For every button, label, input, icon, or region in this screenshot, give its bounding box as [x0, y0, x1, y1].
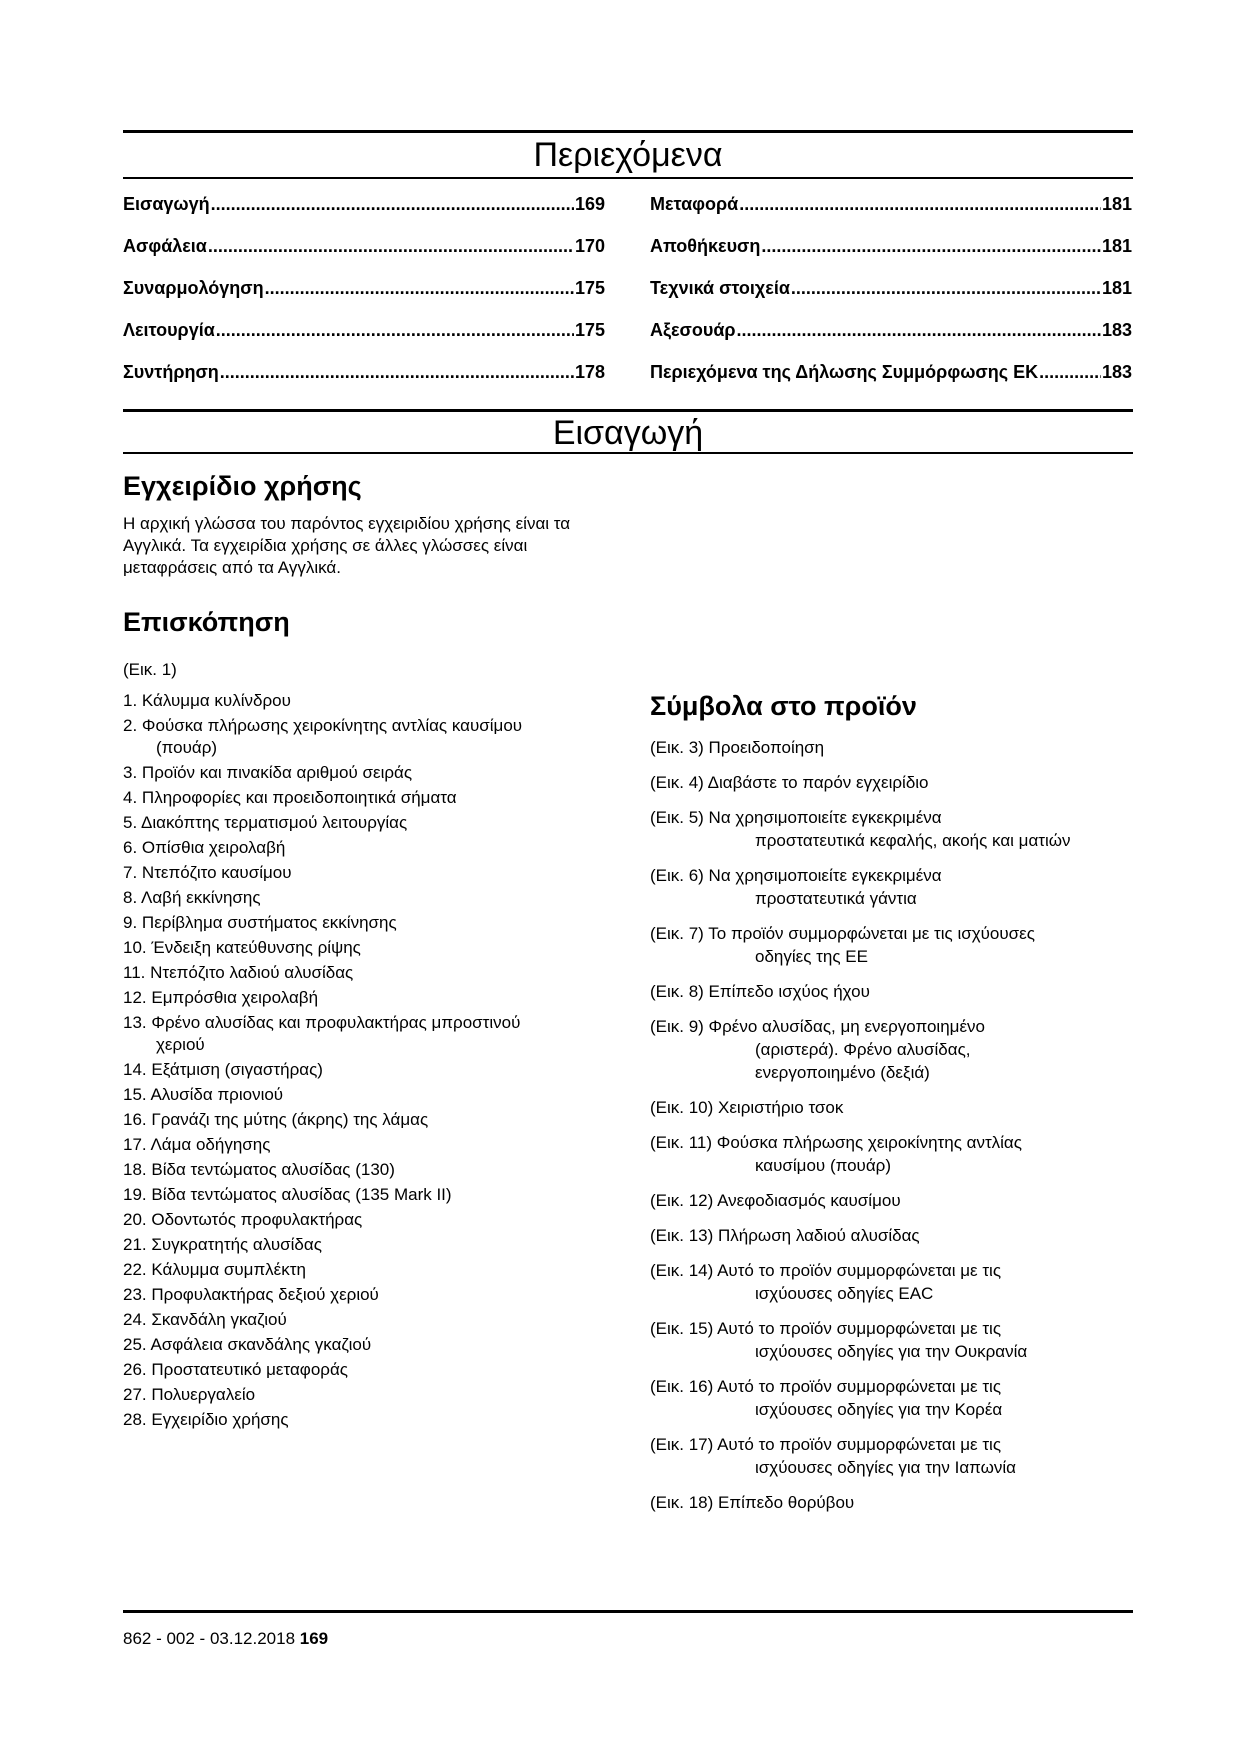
overview-item: [123, 1334, 613, 1356]
symbol-item-continuation: καυσίμου (πουάρ): [755, 1156, 892, 1175]
toc-leader-dots: [216, 319, 574, 341]
symbol-item: [650, 1224, 1133, 1247]
toc-entry-label: Περιεχόμενα της Δήλωσης Συμμόρφωσης ΕΚ: [650, 362, 1039, 382]
overview-item-number: 11.: [123, 963, 146, 982]
toc-entry-page: 183: [1101, 362, 1132, 382]
overview-item: [123, 887, 613, 909]
symbol-item-continuation: (αριστερά). Φρένο αλυσίδας,: [755, 1040, 971, 1059]
overview-item-text: Βίδα τεντώματος αλυσίδας (135 Mark II): [151, 1185, 452, 1204]
toc-right-column: [650, 193, 1132, 403]
symbol-item-text: (Εικ. 9) Φρένο αλυσίδας, μη ενεργοποιημένο: [650, 1017, 985, 1036]
overview-item: [123, 787, 613, 809]
overview-item: [123, 862, 613, 884]
footer-rule: [123, 1610, 1133, 1613]
symbol-item: [650, 922, 1133, 968]
symbol-item: [650, 1189, 1133, 1212]
symbol-item: [650, 736, 1133, 759]
overview-item-number: 16.: [123, 1110, 147, 1129]
symbol-item: [650, 1096, 1133, 1119]
toc-entry[interactable]: [123, 235, 605, 277]
toc-entry[interactable]: [123, 277, 605, 319]
overview-item-number: 10.: [123, 938, 147, 957]
footer-page-number: 169: [299, 1629, 329, 1648]
symbol-item-continuation: προστατευτικά γάντια: [755, 889, 917, 908]
overview-item-number: 8.: [123, 888, 138, 907]
symbol-item: [650, 980, 1133, 1003]
toc-leader-dots: [737, 319, 1101, 341]
toc-entry[interactable]: [650, 235, 1132, 277]
overview-item-text: Φούσκα πλήρωσης χειροκίνητης αντλίας καυσίμου: [141, 716, 523, 735]
toc-entry-label: Εισαγωγή: [123, 194, 210, 214]
overview-item-number: 21.: [123, 1235, 147, 1254]
toc-entry[interactable]: [650, 361, 1132, 403]
overview-item-text: Βίδα τεντώματος αλυσίδας (130): [151, 1160, 395, 1179]
toc-entry[interactable]: [650, 277, 1132, 319]
overview-item: [123, 762, 613, 784]
symbol-item-continuation: ισχύουσες οδηγίες για την Ιαπωνία: [755, 1458, 1017, 1477]
toc-entry-label: Ασφάλεια: [123, 236, 207, 256]
toc-entry-label: Συναρμολόγηση: [123, 278, 264, 298]
overview-item-text: Φρένο αλυσίδας και προφυλακτήρας μπροστινού: [151, 1013, 521, 1032]
overview-item-number: 12.: [123, 988, 147, 1007]
overview-item: [123, 1259, 613, 1281]
overview-item: [123, 1284, 613, 1306]
toc-entry-page: 169: [574, 194, 605, 214]
toc-title: Περιεχόμενα: [533, 136, 723, 174]
overview-item-text: Κάλυμμα κυλίνδρου: [141, 691, 291, 710]
symbol-item: [650, 1317, 1133, 1363]
symbol-item: [650, 1375, 1133, 1421]
manual-page: [123, 0, 1133, 1754]
toc-leader-dots: [1039, 361, 1101, 383]
manual-heading: Εγχειρίδιο χρήσης: [123, 471, 362, 501]
toc-leader-dots: [791, 277, 1101, 299]
overview-item: [123, 715, 613, 759]
overview-item-text: Σκανδάλη γκαζιού: [151, 1310, 287, 1329]
toc-entry-page: 181: [1101, 278, 1132, 298]
overview-item-text: Λάμα οδήγησης: [150, 1135, 271, 1154]
overview-item: [123, 1384, 613, 1406]
overview-item: [123, 1012, 613, 1056]
symbol-item: [650, 771, 1133, 794]
overview-item-number: 2.: [123, 716, 138, 735]
toc-entry-page: 175: [574, 278, 605, 298]
overview-item: [123, 1359, 613, 1381]
symbol-item-text: (Εικ. 11) Φούσκα πλήρωσης χειροκίνητης αντλίας: [650, 1133, 1022, 1152]
overview-item-text: Πολυεργαλείο: [151, 1385, 256, 1404]
overview-item-number: 1.: [123, 691, 138, 710]
overview-heading: Επισκόπηση: [123, 607, 290, 637]
symbol-item-text: (Εικ. 10) Χειριστήριο τσοκ: [650, 1098, 844, 1117]
toc-entry-label: Αποθήκευση: [650, 236, 761, 256]
toc-leader-dots: [220, 361, 574, 383]
overview-item-text: Κάλυμμα συμπλέκτη: [151, 1260, 306, 1279]
overview-item: [123, 1234, 613, 1256]
overview-item-number: 26.: [123, 1360, 147, 1379]
intro-bottom-rule: [123, 452, 1133, 454]
overview-list: [123, 690, 613, 1434]
intro-top-rule: [123, 409, 1133, 412]
overview-item-continuation: (πουάρ): [156, 738, 218, 757]
manual-text: Η αρχική γλώσσα του παρόντος εγχειριδίου χρήσης είναι τα Αγγλικά. Τα εγχειρίδια χρήσης σε άλλες γλώσσες είναι μεταφράσεις από τα Αγγλικά.: [123, 514, 571, 577]
overview-item-number: 25.: [123, 1335, 147, 1354]
overview-item-text: Εξάτμιση (σιγαστήρας): [151, 1060, 323, 1079]
overview-item-number: 17.: [123, 1135, 147, 1154]
symbol-item: [650, 1433, 1133, 1479]
symbol-item-continuation: ισχύουσες οδηγίες για την Ουκρανία: [755, 1342, 1028, 1361]
toc-entry-label: Συντήρηση: [123, 362, 219, 382]
symbol-item-text: (Εικ. 15) Αυτό το προϊόν συμμορφώνεται με τις: [650, 1319, 1002, 1338]
overview-item-number: 19.: [123, 1185, 147, 1204]
overview-item-text: Γρανάζι της μύτης (άκρης) της λάμας: [151, 1110, 429, 1129]
toc-entry-label: Λειτουργία: [123, 320, 215, 340]
overview-item-number: 14.: [123, 1060, 147, 1079]
overview-item-text: Προϊόν και πινακίδα αριθμού σειράς: [141, 763, 413, 782]
symbol-item-continuation: ισχύουσες οδηγίες EAC: [755, 1284, 934, 1303]
overview-item-text: Πληροφορίες και προειδοποιητικά σήματα: [141, 788, 457, 807]
toc-leader-dots: [761, 235, 1101, 257]
toc-leader-dots: [211, 193, 574, 215]
symbol-item-continuation: ενεργοποιημένο (δεξιά): [755, 1063, 930, 1082]
page-footer: [123, 1629, 328, 1649]
overview-item-number: 4.: [123, 788, 138, 807]
symbol-item: [650, 806, 1133, 852]
toc-entry[interactable]: [650, 319, 1132, 361]
symbol-item: [650, 1015, 1133, 1084]
overview-item: [123, 1184, 613, 1206]
overview-item-number: 28.: [123, 1410, 147, 1429]
toc-leader-dots: [208, 235, 574, 257]
symbol-item: [650, 864, 1133, 910]
toc-entry[interactable]: [123, 193, 605, 235]
symbol-item: [650, 1491, 1133, 1514]
symbol-item-text: (Εικ. 17) Αυτό το προϊόν συμμορφώνεται με τις: [650, 1435, 1002, 1454]
symbol-item: [650, 1131, 1133, 1177]
overview-item-number: 5.: [123, 813, 138, 832]
overview-item-text: Συγκρατητής αλυσίδας: [151, 1235, 322, 1254]
toc-top-rule: [123, 130, 1133, 133]
overview-item-text: Εγχειρίδιο χρήσης: [151, 1410, 289, 1429]
overview-item: [123, 987, 613, 1009]
overview-item-text: Οδοντωτός προφυλακτήρας: [151, 1210, 363, 1229]
overview-item: [123, 1109, 613, 1131]
symbol-item-text: (Εικ. 3) Προειδοποίηση: [650, 738, 825, 757]
symbol-item-text: (Εικ. 13) Πλήρωση λαδιού αλυσίδας: [650, 1226, 920, 1245]
overview-item-number: 18.: [123, 1160, 147, 1179]
toc-entry-page: 181: [1101, 194, 1132, 214]
overview-item-number: 23.: [123, 1285, 147, 1304]
symbols-heading: Σύμβολα στο προϊόν: [650, 691, 917, 721]
overview-item: [123, 1134, 613, 1156]
overview-item-text: Διακόπτης τερματισμού λειτουργίας: [140, 813, 408, 832]
symbol-item-text: (Εικ. 7) Το προϊόν συμμορφώνεται με τις ισχύουσες: [650, 924, 1035, 943]
overview-item: [123, 1209, 613, 1231]
overview-item-text: Λαβή εκκίνησης: [140, 888, 261, 907]
symbol-item-text: (Εικ. 16) Αυτό το προϊόν συμμορφώνεται με τις: [650, 1377, 1002, 1396]
toc-left-column: [123, 193, 605, 403]
symbol-item-text: (Εικ. 14) Αυτό το προϊόν συμμορφώνεται με τις: [650, 1261, 1002, 1280]
overview-item-text: Προφυλακτήρας δεξιού χεριού: [151, 1285, 379, 1304]
symbol-item-text: (Εικ. 18) Επίπεδο θορύβου: [650, 1493, 855, 1512]
overview-item-text: Ντεπόζιτο καυσίμου: [141, 863, 292, 882]
overview-item-text: Αλυσίδα πριονιού: [150, 1085, 284, 1104]
overview-item: [123, 912, 613, 934]
overview-item: [123, 1084, 613, 1106]
overview-item-number: 6.: [123, 838, 138, 857]
symbol-item-text: (Εικ. 8) Επίπεδο ισχύος ήχου: [650, 982, 870, 1001]
overview-item-text: Οπίσθια χειρολαβή: [141, 838, 286, 857]
overview-item-number: 7.: [123, 863, 138, 882]
toc-entry-label: Αξεσουάρ: [650, 320, 736, 340]
toc-leader-dots: [265, 277, 574, 299]
overview-item: [123, 690, 613, 712]
symbol-item-text: (Εικ. 5) Να χρησιμοποιείτε εγκεκριμένα: [650, 808, 942, 827]
symbol-item-continuation: ισχύουσες οδηγίες για την Κορέα: [755, 1400, 1003, 1419]
overview-item-number: 9.: [123, 913, 138, 932]
symbol-item-continuation: προστατευτικά κεφαλής, ακοής και ματιών: [755, 831, 1071, 850]
symbols-list: [650, 736, 1133, 1526]
toc-entry[interactable]: [650, 193, 1132, 235]
overview-item-text: Ένδειξη κατεύθυνσης ρίψης: [151, 938, 361, 957]
overview-figure-ref: (Εικ. 1): [123, 660, 177, 679]
symbol-item-continuation: οδηγίες της ΕΕ: [755, 947, 868, 966]
overview-item: [123, 812, 613, 834]
symbol-item: [650, 1259, 1133, 1305]
toc-entry-page: 170: [574, 236, 605, 256]
overview-item: [123, 837, 613, 859]
overview-item-text: Ασφάλεια σκανδάλης γκαζιού: [150, 1335, 372, 1354]
toc-entry-label: Μεταφορά: [650, 194, 739, 214]
overview-item: [123, 937, 613, 959]
overview-item-text: Περίβλημα συστήματος εκκίνησης: [141, 913, 397, 932]
toc-bottom-rule: [123, 177, 1133, 179]
overview-item-number: 20.: [123, 1210, 147, 1229]
toc-entry-page: 183: [1101, 320, 1132, 340]
symbol-item-text: (Εικ. 6) Να χρησιμοποιείτε εγκεκριμένα: [650, 866, 942, 885]
overview-item: [123, 1309, 613, 1331]
overview-item: [123, 1159, 613, 1181]
toc-entry-page: 178: [574, 362, 605, 382]
overview-item: [123, 962, 613, 984]
overview-item-number: 27.: [123, 1385, 147, 1404]
toc-entry[interactable]: [123, 319, 605, 361]
overview-item-number: 3.: [123, 763, 138, 782]
overview-item-text: Εμπρόσθια χειρολαβή: [151, 988, 319, 1007]
toc-entry[interactable]: [123, 361, 605, 403]
overview-item-number: 13.: [123, 1013, 147, 1032]
overview-item-continuation: χεριού: [156, 1035, 205, 1054]
overview-item: [123, 1059, 613, 1081]
overview-item: [123, 1409, 613, 1431]
symbol-item-text: (Εικ. 12) Ανεφοδιασμός καυσίμου: [650, 1191, 901, 1210]
overview-item-text: Προστατευτικό μεταφοράς: [151, 1360, 348, 1379]
footer-doc-ref: 862 - 002 - 03.12.2018: [123, 1629, 296, 1648]
overview-item-number: 15.: [123, 1085, 147, 1104]
toc-entry-label: Τεχνικά στοιχεία: [650, 278, 790, 298]
overview-item-text: Ντεπόζιτο λαδιού αλυσίδας: [150, 963, 354, 982]
toc-entry-page: 175: [574, 320, 605, 340]
intro-title: Εισαγωγή: [552, 414, 704, 452]
symbol-item-text: (Εικ. 4) Διαβάστε το παρόν εγχειρίδιο: [650, 773, 929, 792]
overview-item-number: 22.: [123, 1260, 147, 1279]
toc-entry-page: 181: [1101, 236, 1132, 256]
overview-item-number: 24.: [123, 1310, 147, 1329]
toc-leader-dots: [739, 193, 1101, 215]
